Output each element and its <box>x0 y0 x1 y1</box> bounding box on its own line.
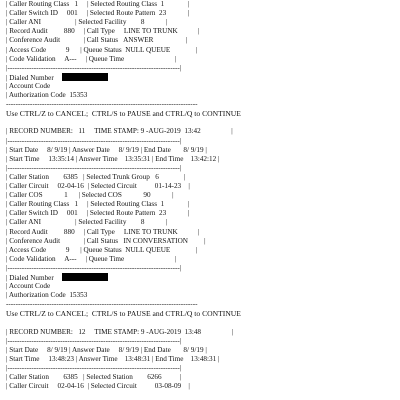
terminal-line <box>6 291 400 300</box>
terminal-line-text: | Caller Station 6385 | Selected Station 6266 | <box>6 373 182 382</box>
terminal-line-text: | Record Audit 880 | Call Type LINE TO TRUNK | <box>6 27 199 36</box>
terminal-line <box>6 127 400 136</box>
terminal-line <box>6 18 400 27</box>
terminal-line-text: | Authorization Code 15353 <box>6 91 88 99</box>
terminal-line-text: | Caller Circuit 02-04-16 | Selected Circuit 01-14-23 | <box>6 182 190 190</box>
terminal-line-text: | RECORD NUMBER: 12 TIME STAMP: 9 -AUG-2019 13:48 | <box>6 327 233 336</box>
redacted-dialed-number <box>62 73 108 81</box>
terminal-line <box>6 91 400 100</box>
terminal-line <box>6 191 400 200</box>
terminal-line-text: | Dialed Number <box>6 274 54 282</box>
terminal-line <box>6 382 400 391</box>
terminal-line <box>6 9 400 18</box>
terminal-line-text: |------------------------------------------------------------------------| <box>6 364 182 372</box>
terminal-line-text: | Account Code <box>6 81 51 90</box>
terminal-line <box>6 300 400 309</box>
terminal-line-text: -------------------------------------------------------------------------------- <box>6 300 198 309</box>
terminal-line <box>6 264 400 273</box>
terminal-line <box>6 0 400 9</box>
terminal-line <box>6 337 400 346</box>
terminal-line <box>6 328 400 337</box>
terminal-line <box>6 73 400 82</box>
terminal-line <box>6 246 400 255</box>
terminal-line <box>6 346 400 355</box>
terminal-line-text: Use CTRL/Z to CANCEL; CTRL/S to PAUSE and CTRL/Q to CONTINUE <box>6 309 241 319</box>
terminal-line-text: | Record Audit 880 | Call Type LINE TO TRUNK | <box>6 227 199 236</box>
terminal-line-text: | Caller Routing Class 1 | Selected Routing Class 1 | <box>6 200 189 209</box>
terminal-line-text: |------------------------------------------------------------------------| <box>6 63 182 72</box>
terminal-line-text: | Code Validation A--- | Queue Time | <box>6 254 176 263</box>
terminal-line <box>6 319 400 328</box>
terminal-line <box>6 55 400 64</box>
terminal-line <box>6 46 400 55</box>
terminal-line <box>6 137 400 146</box>
terminal-line-text: | Access Code 9 | Queue Status NULL QUEUE | <box>6 245 197 254</box>
terminal-line <box>6 182 400 191</box>
terminal-line <box>6 164 400 173</box>
terminal-line-text: |------------------------------------------------------------------------| <box>6 136 182 145</box>
terminal-line-text: | Caller Switch ID 001 | Selected Route Pattern 23 | <box>6 9 190 18</box>
control-prompt-line <box>6 109 400 118</box>
terminal-line-text: | Code Validation A--- | Queue Time | <box>6 54 176 63</box>
terminal-line <box>6 373 400 382</box>
terminal-line-text: | Start Date 8/ 9/19 | Answer Date 8/ 9/19 | End Date 8/ 9/19 | <box>6 345 207 354</box>
terminal-line <box>6 218 400 227</box>
terminal-line-text: |------------------------------------------------------------------------| <box>6 163 182 172</box>
terminal-line-text: | Conference Audit | Call Status IN CONVERSATION | <box>6 236 206 245</box>
terminal-line <box>6 273 400 282</box>
terminal-line-text: | Caller Circuit 02-04-16 | Selected Circuit 03-08-09 | <box>6 382 190 391</box>
terminal-line-text: Use CTRL/Z to CANCEL; CTRL/S to PAUSE and CTRL/Q to CONTINUE <box>6 109 241 119</box>
terminal-line-text: | Account Code <box>6 282 51 291</box>
control-prompt-line <box>6 309 400 318</box>
redacted-dialed-number <box>62 273 108 281</box>
terminal-line <box>6 200 400 209</box>
terminal-line <box>6 364 400 373</box>
terminal-line <box>6 64 400 73</box>
terminal-line-text: | Dialed Number <box>6 73 54 82</box>
terminal-line-text: | Start Time 13:48:23 | Answer Time 13:48:31 | End Time 13:48:31 | <box>6 354 220 363</box>
terminal-line-text: |------------------------------------------------------------------------| <box>6 263 182 272</box>
terminal-line-text: | Caller Routing Class 1 | Selected Routing Class 1 | <box>6 0 189 8</box>
terminal-line-text: | Caller Station 6385 | Selected Trunk Group 6 | <box>6 172 186 181</box>
terminal-line <box>6 36 400 45</box>
terminal-line <box>6 173 400 182</box>
terminal-line <box>6 27 400 36</box>
terminal-line-text: | Access Code 9 | Queue Status NULL QUEUE | <box>6 45 197 54</box>
terminal-line <box>6 100 400 109</box>
terminal-line-text: | Caller COS 1 | Selected COS 90 | <box>6 191 174 200</box>
terminal-line <box>6 146 400 155</box>
terminal-line <box>6 118 400 127</box>
terminal-line-text: | Caller ANI | Selected Facility 8 | <box>6 18 168 27</box>
terminal-line <box>6 155 400 164</box>
terminal-line-text: | RECORD NUMBER: 11 TIME STAMP: 9 -AUG-2019 13:42 | <box>6 127 233 136</box>
terminal-line <box>6 355 400 364</box>
terminal-line-text: | Caller ANI | Selected Facility 8 | <box>6 218 168 227</box>
terminal-line <box>6 282 400 291</box>
terminal-line-text: | Caller Switch ID 001 | Selected Route Pattern 23 | <box>6 209 190 218</box>
terminal-line <box>6 237 400 246</box>
terminal-line <box>6 209 400 218</box>
terminal-line-text: | Start Time 13:35:14 | Answer Time 13:35:31 | End Time 13:42:12 | <box>6 154 220 163</box>
terminal-line-text: -------------------------------------------------------------------------------- <box>6 100 198 109</box>
terminal-line <box>6 82 400 91</box>
terminal-line-text: |------------------------------------------------------------------------| <box>6 336 182 345</box>
terminal-line-text: | Authorization Code 15353 <box>6 291 88 300</box>
terminal-line-text: | Start Date 8/ 9/19 | Answer Date 8/ 9/19 | End Date 8/ 9/19 | <box>6 145 207 154</box>
terminal-line-text: | Conference Audit | Call Status ANSWER | <box>6 36 188 45</box>
terminal-line <box>6 228 400 237</box>
terminal-line <box>6 255 400 264</box>
